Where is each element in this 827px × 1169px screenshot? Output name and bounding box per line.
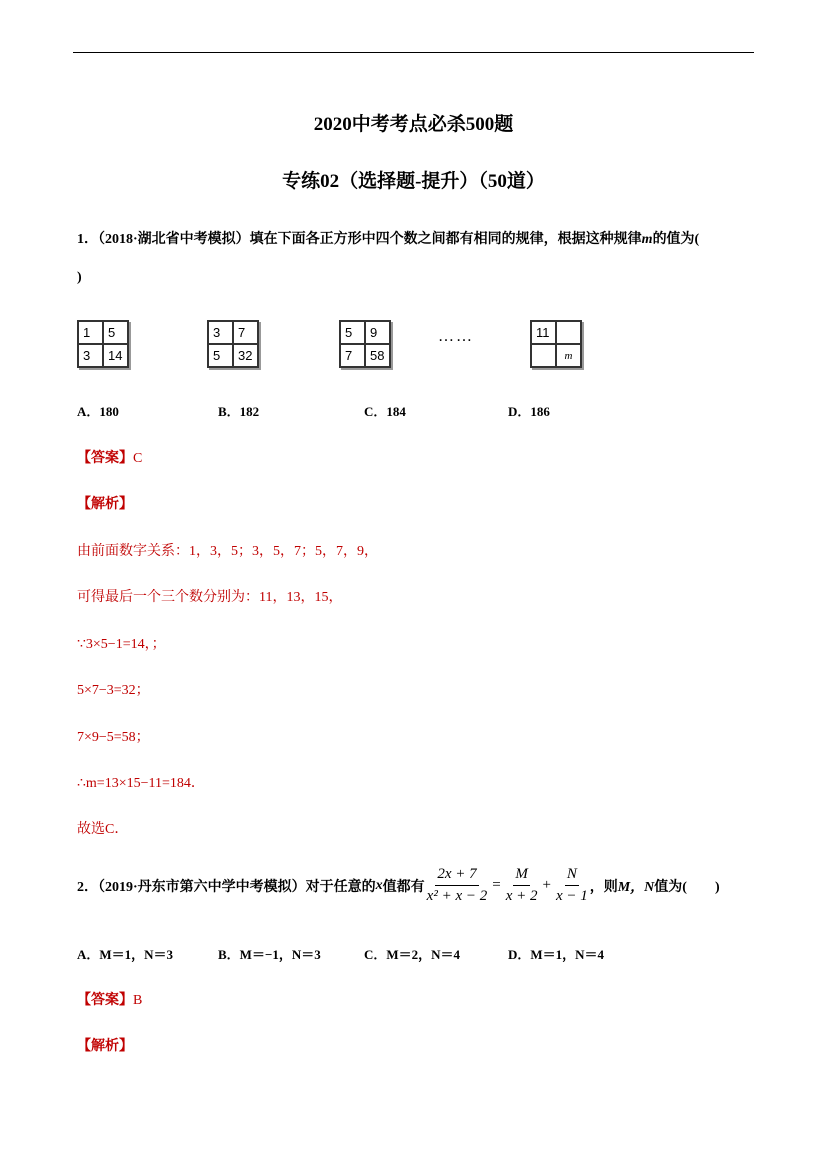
number-grid-3 bbox=[339, 320, 391, 368]
page-subtitle: 专练02（选择题-提升）（50道） bbox=[282, 171, 545, 192]
answer-label: 【答案】 bbox=[77, 993, 133, 1008]
answer-2 bbox=[77, 989, 142, 1009]
ellipsis: …… bbox=[438, 328, 474, 345]
grid-cell: 11 bbox=[531, 321, 556, 344]
analysis-line: ∴m=13×15−11=184． bbox=[77, 776, 205, 791]
fraction-1 bbox=[425, 866, 490, 905]
analysis-line: 可得最后一个三个数分别为：11，13，15， bbox=[77, 590, 343, 605]
header-rule bbox=[73, 52, 754, 53]
q2-option-b: B．M＝−1，N＝3 bbox=[218, 947, 321, 962]
fraction-3-numerator: N bbox=[565, 866, 579, 886]
fraction-2-denominator: x + 2 bbox=[505, 888, 538, 904]
answer-label: 【答案】 bbox=[77, 451, 133, 466]
answer-value: B bbox=[133, 993, 143, 1008]
grid-cell: 9 bbox=[365, 321, 390, 344]
question-1-stem bbox=[77, 228, 699, 248]
grid-cell bbox=[531, 344, 556, 367]
analysis-line: 7×9−5=58； bbox=[77, 730, 150, 745]
question-2-stem-mid: 值都有 bbox=[382, 879, 425, 895]
fraction-1-numerator: 2x + 7 bbox=[435, 866, 478, 886]
grid-cell: m bbox=[556, 344, 581, 367]
equals-sign: = bbox=[492, 877, 501, 893]
question-2-var-x: x bbox=[375, 877, 383, 893]
q2-option-c: C．M＝2，N＝4 bbox=[364, 947, 461, 962]
analysis-line: 故选C． bbox=[77, 822, 129, 837]
fraction-1-denominator: x² + x − 2 bbox=[426, 888, 488, 904]
grid-cell: 5 bbox=[103, 321, 128, 344]
analysis-line: ∵3×5−1=14，； bbox=[77, 637, 166, 652]
question-2-stem-text: 2．（2019·丹东市第六中学中考模拟）对于任意的 bbox=[77, 879, 376, 895]
q2-option-d: D．M＝1，N＝4 bbox=[508, 947, 605, 962]
number-grid-2 bbox=[207, 320, 259, 368]
question-1-stem-text: 1．（2018·湖北省中考模拟）填在下面各正方形中四个数之间都有相同的规律，根据这种规律 bbox=[77, 232, 642, 247]
question-1-var: m bbox=[641, 232, 653, 247]
question-2-vars: M，N bbox=[617, 879, 655, 895]
question-1-stem-end: 的值为( bbox=[652, 232, 700, 247]
grid-cell: 7 bbox=[233, 321, 258, 344]
option-b: B．182 bbox=[218, 404, 260, 419]
question-2-stem-end: 值为( ) bbox=[654, 879, 720, 895]
grid-cell: 5 bbox=[340, 321, 365, 344]
fraction-3 bbox=[554, 866, 590, 905]
option-c: C．184 bbox=[364, 404, 406, 419]
question-2-stem bbox=[77, 866, 720, 905]
grid-cell: 3 bbox=[208, 321, 233, 344]
grid-cell: 7 bbox=[340, 344, 365, 367]
analysis-2-label: 【解析】 bbox=[77, 1039, 133, 1054]
question-1-stem-close: ) bbox=[77, 270, 82, 285]
grid-cell: 14 bbox=[103, 344, 128, 367]
grid-cell bbox=[556, 321, 581, 344]
plus-sign: + bbox=[542, 877, 551, 893]
page-title: 2020中考考点必杀500题 bbox=[313, 114, 514, 135]
answer-value: C bbox=[133, 451, 143, 466]
grid-cell: 3 bbox=[78, 344, 103, 367]
grid-cell: 5 bbox=[208, 344, 233, 367]
option-a: A．180 bbox=[77, 404, 119, 419]
option-d: D．186 bbox=[508, 404, 550, 419]
fraction-2-numerator: M bbox=[513, 866, 530, 886]
fraction-3-denominator: x − 1 bbox=[555, 888, 588, 904]
fraction-2 bbox=[504, 866, 540, 905]
grid-cell: 32 bbox=[233, 344, 258, 367]
q2-option-a: A．M＝1，N＝3 bbox=[77, 947, 174, 962]
grid-cell: 1 bbox=[78, 321, 103, 344]
number-grid-4 bbox=[530, 320, 582, 368]
number-grid-1 bbox=[77, 320, 129, 368]
analysis-line: 5×7−3=32； bbox=[77, 683, 150, 698]
answer-1 bbox=[77, 447, 142, 467]
analysis-line: 由前面数字关系：1，3，5；3，5，7；5，7，9， bbox=[77, 544, 378, 559]
analysis-1-label: 【解析】 bbox=[77, 497, 133, 512]
question-2-stem-post: ，则 bbox=[589, 879, 618, 895]
grid-cell: 58 bbox=[365, 344, 390, 367]
